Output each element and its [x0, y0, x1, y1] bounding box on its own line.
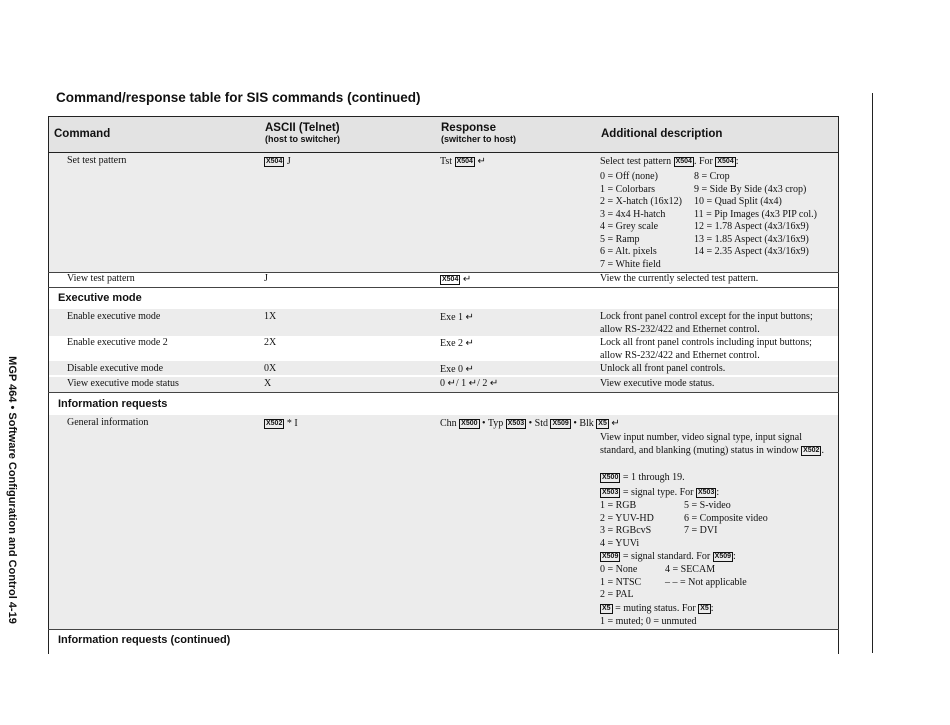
- desc-set-test-pattern: [600, 156, 739, 169]
- table-header: [48, 116, 839, 153]
- pattern-option: 10 = Quad Split (4x4): [694, 196, 782, 207]
- var-x503: X503: [698, 489, 715, 496]
- resp-view-exec-status: [440, 378, 498, 391]
- pattern-option: 13 = 1.85 Aspect (4x3/16x9): [694, 233, 809, 245]
- pattern-option: 11 = Pip Images (4x3 PIP col.): [694, 208, 817, 220]
- section-executive-mode: Executive mode: [58, 292, 142, 304]
- page-margin-rule: [872, 93, 873, 653]
- return-icon: ↵: [465, 364, 474, 375]
- col-header-response: [441, 122, 516, 144]
- resp-text: 0: [440, 378, 445, 389]
- pattern-list-right: [694, 171, 817, 259]
- desc-text: . For: [693, 156, 713, 167]
- resp-enable-exec: [440, 312, 474, 325]
- col-header-response-sub: (switcher to host): [441, 134, 517, 144]
- ascii-enable-exec: 1X: [264, 311, 277, 322]
- resp-text: Exe 0: [440, 364, 464, 375]
- signal-type-option: 3 = RGBcvS: [600, 525, 652, 536]
- resp-text: • Blk: [573, 418, 594, 429]
- desc-disable-exec: Unlock all front panel controls.: [600, 363, 726, 374]
- signal-standard-option: 4 = SECAM: [665, 564, 716, 575]
- desc-x503: X503 = signal type. For X503 :: [602, 487, 720, 498]
- ascii-general-info: [264, 418, 298, 431]
- desc-text: View input number, video signal type, input signal standard, and blanking (muting) status in window: [600, 432, 803, 456]
- desc-text: :: [735, 156, 739, 167]
- signal-type-list-left: [600, 500, 654, 550]
- var-x509: X509: [552, 420, 569, 427]
- sis-command-table: [48, 116, 839, 654]
- signal-standard-list-right: [665, 564, 747, 589]
- pattern-option: 12 = 1.78 Aspect (4x3/16x9): [694, 221, 809, 232]
- desc-text: = muting status. For: [615, 603, 696, 614]
- signal-type-option: 1 = RGB: [600, 500, 637, 511]
- signal-type-option: 6 = Composite video: [684, 512, 768, 524]
- signal-type-option: 2 = YUV-HD: [600, 512, 654, 524]
- var-x504: X504: [456, 158, 473, 165]
- ascii-text: J: [286, 156, 291, 167]
- var-x509: X509: [714, 553, 732, 560]
- ascii-text: * I: [286, 418, 298, 429]
- cmd-disable-exec: Disable executive mode: [67, 363, 164, 374]
- resp-text: Tst: [440, 156, 453, 167]
- ascii-disable-exec: 0X: [264, 363, 277, 374]
- ascii-view-exec-status: X: [264, 378, 272, 389]
- return-icon: ↵: [447, 378, 456, 389]
- desc-text: = 1 through 19.: [622, 472, 685, 483]
- col-header-ascii-sub: (host to switcher): [265, 134, 341, 144]
- col-header-command: Command: [54, 128, 111, 140]
- table-left-border: [48, 152, 49, 654]
- row-divider: [48, 392, 839, 393]
- resp-text: Exe 1: [440, 312, 464, 323]
- signal-type-option: 7 = DVI: [684, 525, 718, 536]
- sidebar-running-head: MGP 464 • Software Configuration and Control 4-19: [6, 356, 18, 624]
- return-icon: ↵: [465, 338, 474, 349]
- var-x504: X504: [266, 158, 283, 165]
- desc-text: Select test pattern: [600, 156, 672, 167]
- pattern-option: 14 = 2.35 Aspect (4x3/16x9): [694, 246, 809, 257]
- row-divider: [48, 287, 839, 288]
- pattern-list-left: [600, 171, 682, 271]
- desc-view-test-pattern: View the currently selected test pattern.: [600, 273, 759, 284]
- col-header-description: Additional description: [601, 128, 723, 140]
- return-icon: ↵: [465, 312, 474, 323]
- cmd-set-test-pattern: Set test pattern: [67, 155, 127, 166]
- resp-enable-exec-2: [440, 338, 474, 351]
- signal-type-option: 5 = S-video: [684, 500, 731, 511]
- pattern-option: 8 = Crop: [694, 171, 730, 182]
- var-x5: X5: [700, 605, 709, 612]
- return-icon: ↵: [611, 418, 620, 429]
- pattern-option: 2 = X-hatch (16x12): [600, 196, 683, 207]
- page-sidebar: [3, 330, 21, 650]
- desc-enable-exec-2: Lock all front panel controls including input buttons; allow RS-232/422 and Ethernet control.: [600, 337, 812, 361]
- resp-set-test-pattern: [440, 156, 486, 169]
- pattern-option: 0 = Off (none): [600, 171, 658, 182]
- section-information-requests-continued: Information requests (continued): [58, 634, 231, 646]
- var-x502: X502: [266, 420, 283, 427]
- muting-values: 1 = muted; 0 = unmuted: [600, 616, 697, 627]
- desc-general-info-intro: View input number, video signal type, input signal standard, and blanking (muting) status in window X502 .: [600, 432, 824, 456]
- desc-x5: X5 = muting status. For X5 :: [602, 603, 714, 614]
- resp-general-info: [440, 418, 620, 431]
- resp-text: / 1: [455, 378, 467, 389]
- col-header-ascii-label: ASCII (Telnet): [265, 122, 340, 134]
- pattern-option: 4 = Grey scale: [600, 221, 659, 232]
- var-x502: X502: [803, 446, 820, 454]
- var-x509: X509: [602, 553, 619, 560]
- signal-standard-option: 1 = NTSC: [600, 576, 642, 588]
- signal-standard-option: 0 = None: [600, 564, 638, 575]
- signal-standard-list-left: [600, 564, 641, 602]
- return-icon: ↵: [468, 378, 478, 389]
- var-x503: X503: [602, 489, 619, 496]
- resp-text: Chn: [440, 418, 457, 429]
- row-divider: [48, 629, 839, 630]
- var-x504: X504: [717, 158, 734, 165]
- ascii-set-test-pattern: [264, 156, 291, 169]
- desc-x509: X509 = signal standard. For X509 :: [602, 551, 736, 562]
- cmd-enable-exec-2: Enable executive mode 2: [67, 337, 168, 348]
- col-header-ascii: [265, 122, 340, 144]
- page-title: Command/response table for SIS commands (continued): [56, 90, 421, 105]
- return-icon: ↵: [489, 378, 499, 389]
- pattern-option: 9 = Side By Side (4x3 crop): [694, 183, 807, 195]
- pattern-option: 6 = Alt. pixels: [600, 246, 657, 257]
- cmd-enable-exec: Enable executive mode: [67, 311, 161, 322]
- ascii-view-test-pattern: J: [264, 273, 268, 284]
- return-icon: ↵: [477, 156, 486, 167]
- signal-type-list-right: [684, 500, 768, 538]
- var-x5: X5: [602, 605, 611, 612]
- pattern-option: 5 = Ramp: [600, 233, 640, 245]
- var-x500: X500: [461, 420, 478, 427]
- var-x504: X504: [675, 158, 692, 165]
- table-right-border: [838, 152, 839, 654]
- var-x504: X504: [442, 276, 459, 283]
- resp-disable-exec: [440, 364, 474, 377]
- pattern-option: 3 = 4x4 H-hatch: [600, 208, 666, 220]
- pattern-option: 1 = Colorbars: [600, 183, 656, 195]
- resp-text: • Typ: [482, 418, 504, 429]
- section-information-requests: Information requests: [58, 398, 168, 410]
- signal-standard-option: – – = Not applicable: [665, 576, 747, 588]
- cmd-general-info: General information: [67, 417, 149, 428]
- resp-text: / 2: [477, 378, 488, 389]
- resp-text: • Std: [528, 418, 548, 429]
- ascii-enable-exec-2: 2X: [264, 337, 277, 348]
- resp-text: Exe 2: [440, 338, 464, 349]
- desc-text: = signal standard. For: [622, 551, 711, 562]
- signal-standard-option: 2 = PAL: [600, 589, 634, 600]
- resp-view-test-pattern: [440, 274, 471, 287]
- desc-x500: [600, 472, 685, 485]
- var-x503: X503: [507, 420, 525, 427]
- col-header-response-label: Response: [441, 122, 496, 134]
- signal-type-option: 4 = YUVi: [600, 537, 640, 549]
- desc-enable-exec: Lock front panel control except for the input buttons; allow RS-232/422 and Ethernet control.: [600, 311, 813, 335]
- return-icon: ↵: [462, 274, 472, 285]
- pattern-option: 7 = White field: [600, 258, 661, 270]
- var-x500: X500: [602, 474, 619, 481]
- cmd-view-exec-status: View executive mode status: [67, 378, 179, 389]
- var-x5: X5: [598, 420, 607, 427]
- desc-text: = signal type. For: [622, 487, 694, 498]
- desc-view-exec-status: View executive mode status.: [600, 378, 715, 389]
- cmd-view-test-pattern: View test pattern: [67, 273, 135, 284]
